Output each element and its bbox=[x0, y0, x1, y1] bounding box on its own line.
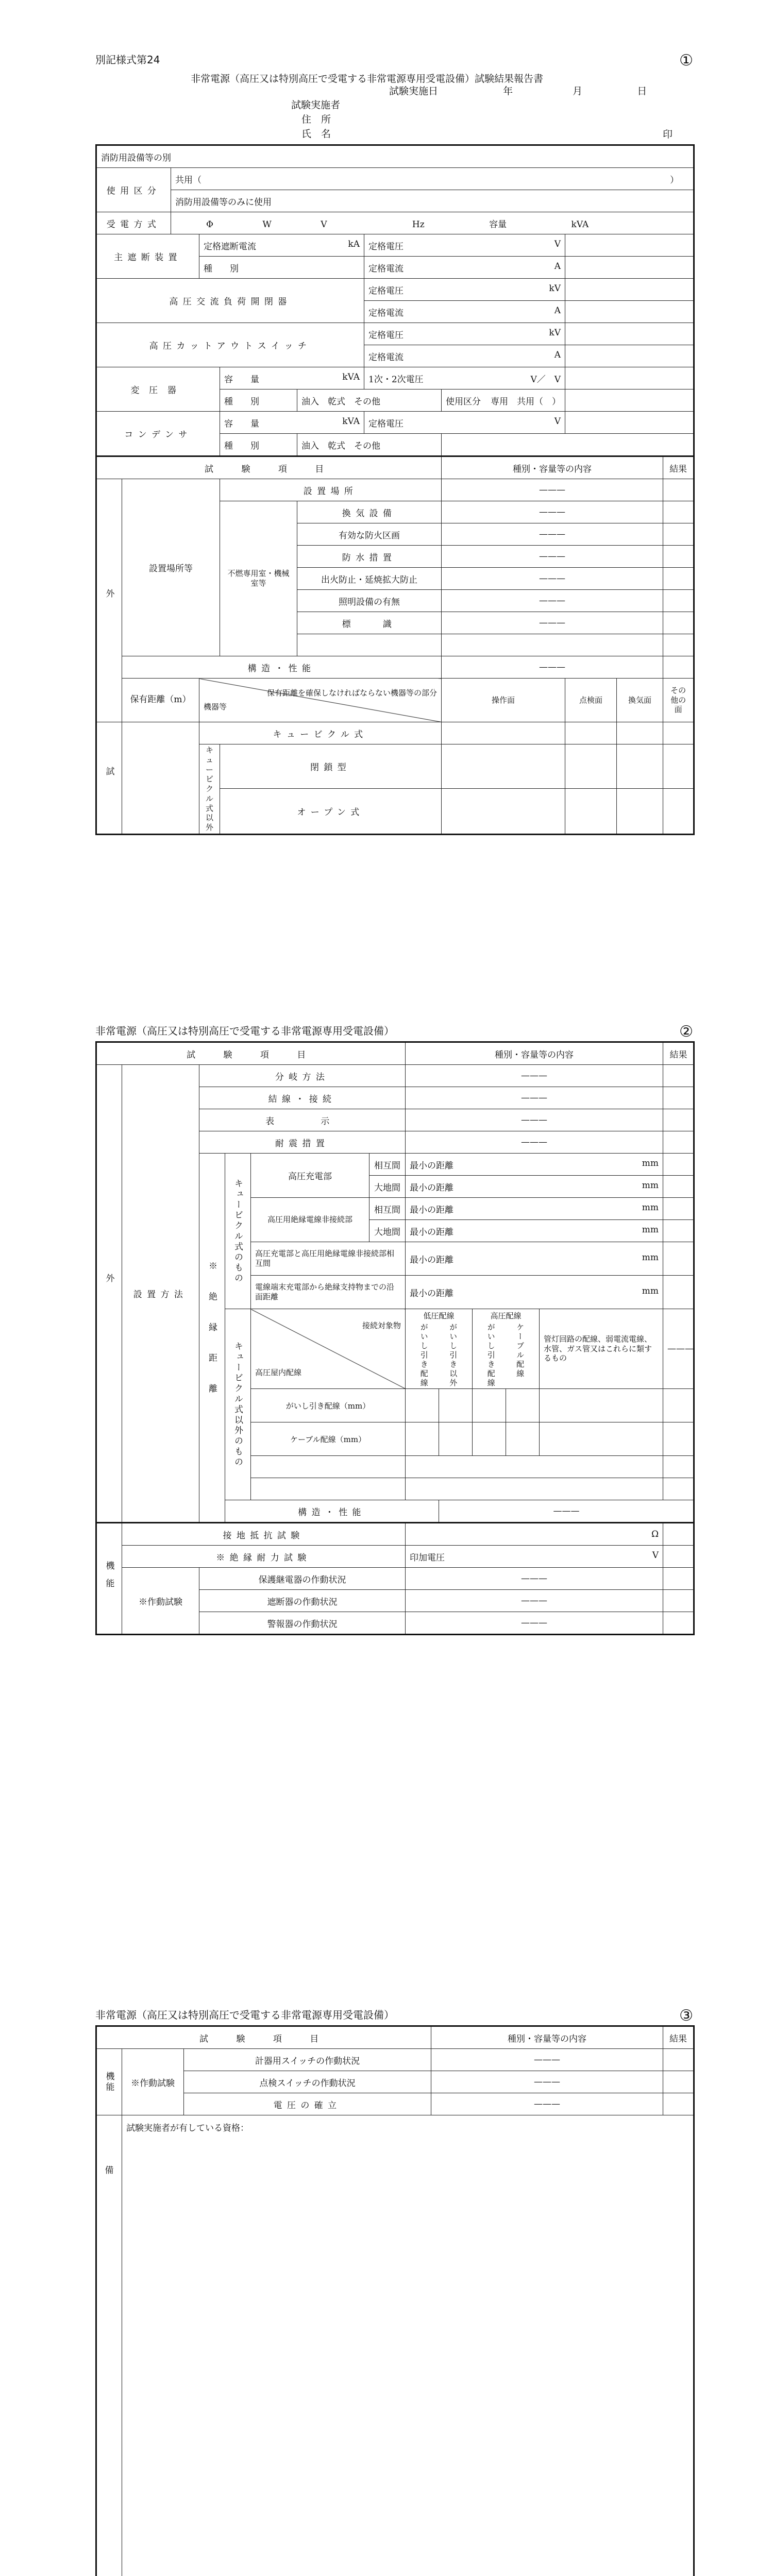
tf-use-class: 使用区分 専用 共用（ ） bbox=[442, 389, 565, 412]
month-label: 月 bbox=[573, 86, 583, 97]
struct-label: 構造・性能 bbox=[225, 1500, 439, 1523]
result-cell[interactable] bbox=[663, 1523, 694, 1546]
distance-diag-header: 保有距離を確保しなければならない機器等の部分 機器等 bbox=[199, 679, 442, 722]
applied-voltage: 印加電圧 V bbox=[406, 1546, 663, 1568]
noncubicle-items-label: キュービクル式以外のもの bbox=[225, 1309, 251, 1500]
input-cell[interactable] bbox=[439, 1389, 473, 1422]
result-cell[interactable] bbox=[663, 1242, 694, 1276]
dash: ——— bbox=[442, 590, 663, 612]
check-face: 点検面 bbox=[565, 679, 617, 722]
voltage-label: 電圧の確立 bbox=[184, 2093, 431, 2115]
result-cell[interactable] bbox=[663, 1568, 694, 1590]
branch-label: 分岐方法 bbox=[199, 1065, 406, 1087]
hv-cable-label: 高圧用絶縁電線非接続部 bbox=[251, 1198, 369, 1242]
ventilation-label: 換気設備 bbox=[297, 501, 442, 523]
to-ground: 大地間 bbox=[369, 1176, 406, 1198]
input-cell[interactable] bbox=[540, 1389, 663, 1422]
pipe-note: 管灯回路の配線、弱電流電線、水管、ガス管又はこれらに類するもの bbox=[540, 1309, 663, 1389]
dash: ——— bbox=[439, 1500, 694, 1523]
blank bbox=[565, 257, 694, 279]
input-cell[interactable] bbox=[663, 789, 694, 834]
dash: ——— bbox=[442, 501, 663, 523]
between-phases: 相互間 bbox=[369, 1198, 406, 1220]
address-label: 住 所 bbox=[301, 114, 331, 125]
condenser-label: コンデンサ bbox=[96, 412, 220, 456]
blank bbox=[297, 634, 442, 656]
usage-shared: 共用（ ） bbox=[171, 168, 694, 190]
cubicle-items-label: キュービクル式のもの bbox=[225, 1154, 251, 1309]
main-breaker-label: 主遮断装置 bbox=[96, 234, 199, 279]
dash: ——— bbox=[406, 1612, 663, 1635]
input-cell[interactable] bbox=[663, 722, 694, 744]
result-cell[interactable] bbox=[663, 479, 694, 501]
tester-label: 試験実施者 bbox=[291, 99, 341, 111]
min-dist: 最小の距離 mm bbox=[406, 1154, 663, 1176]
cd-kind: 種 別 bbox=[220, 434, 297, 456]
enclosed-label: 閉鎖型 bbox=[220, 744, 442, 789]
transformer-label: 変圧器 bbox=[96, 367, 220, 412]
input-cell[interactable] bbox=[442, 744, 565, 789]
dash: ——— bbox=[442, 523, 663, 546]
page-2-title: 非常電源（高圧又は特別高圧で受電する非常電源専用受電設備） bbox=[95, 1025, 394, 1037]
test-item-header: 試 験 項 目 bbox=[96, 456, 442, 479]
min-dist: 最小の距離 mm bbox=[406, 1242, 663, 1276]
input-cell[interactable] bbox=[540, 1422, 663, 1456]
min-dist: 最小の距離 mm bbox=[406, 1220, 663, 1242]
install-place-label: 設置場所等 bbox=[122, 479, 220, 656]
cable-support-label: 電線端末充電部から絶縁支持物までの沿面距離 bbox=[251, 1276, 406, 1309]
result-cell[interactable] bbox=[663, 2071, 694, 2093]
page-number: ② bbox=[679, 1023, 693, 1041]
vent-face: 換気面 bbox=[617, 679, 663, 722]
hv-live-label: 高圧充電部 bbox=[251, 1154, 369, 1198]
between-phases: 相互間 bbox=[369, 1154, 406, 1176]
result-cell[interactable] bbox=[663, 1276, 694, 1309]
insul-label: ※絶縁耐力試験 bbox=[122, 1546, 406, 1568]
input-cell[interactable] bbox=[565, 722, 617, 744]
test-date-row bbox=[389, 83, 647, 97]
connect-diag-header: 接続対象物 高圧屋内配線 bbox=[251, 1309, 406, 1389]
kind-cap-header: 種別・容量等の内容 bbox=[442, 456, 663, 479]
report-title: 非常電源（高圧又は特別高圧で受電する非常電源専用受電設備）試験結果報告書 bbox=[191, 73, 544, 84]
dash: ——— bbox=[406, 1065, 663, 1087]
dash: ——— bbox=[406, 1087, 663, 1109]
meter-switch-label: 計器用スイッチの作動状況 bbox=[184, 2049, 431, 2071]
dash: ——— bbox=[406, 1109, 663, 1131]
blank bbox=[565, 323, 694, 345]
blank bbox=[565, 301, 694, 323]
func-test-label: 機能 bbox=[96, 1523, 122, 1635]
input-cell[interactable] bbox=[663, 744, 694, 789]
cable-row-label: ケーブル配線（mm） bbox=[251, 1422, 406, 1456]
result-cell[interactable] bbox=[663, 1154, 694, 1176]
lighting-label: 照明設備の有無 bbox=[297, 590, 442, 612]
min-dist: 最小の距離 mm bbox=[406, 1276, 663, 1309]
result-cell[interactable] bbox=[663, 1590, 694, 1612]
earth-label: 接地抵抗試験 bbox=[122, 1523, 406, 1546]
quake-label: 耐震措置 bbox=[199, 1131, 406, 1154]
rated-cut-current: 定格遮断電流 kA bbox=[199, 234, 364, 257]
op-face: 操作面 bbox=[442, 679, 565, 722]
result-cell[interactable] bbox=[663, 1065, 694, 1087]
usage-label: 使用区分 bbox=[96, 168, 171, 212]
result-cell[interactable] bbox=[663, 656, 694, 679]
check-switch-label: 点検スイッチの作動状況 bbox=[184, 2071, 431, 2093]
input-cell[interactable] bbox=[473, 1422, 506, 1456]
min-dist: 最小の距離 mm bbox=[406, 1176, 663, 1198]
blank bbox=[663, 1456, 694, 1478]
input-cell[interactable] bbox=[617, 789, 663, 834]
other-face: その他の面 bbox=[663, 679, 694, 722]
page-3-title: 非常電源（高圧又は特別高圧で受電する非常電源専用受電設備） bbox=[95, 2009, 394, 2021]
blank bbox=[251, 1478, 406, 1500]
load-switch-label: 高圧交流負荷開閉器 bbox=[96, 279, 364, 323]
input-cell[interactable] bbox=[565, 789, 617, 834]
lv-wiring-group: 低圧配線 がいし引き配線 がいし引き以外 bbox=[406, 1309, 473, 1389]
result-cell[interactable] bbox=[663, 1131, 694, 1154]
fire-equipment-row: 消防用設備等の別 bbox=[96, 145, 694, 168]
location-label: 設置場所 bbox=[220, 479, 442, 501]
result-cell[interactable] bbox=[663, 546, 694, 568]
tf-kind-opts: 油入 乾式 その他 bbox=[297, 389, 442, 412]
blank bbox=[663, 634, 694, 656]
receive-values: Φ W V Hz 容量 kVA bbox=[171, 212, 694, 234]
result-cell[interactable] bbox=[663, 1612, 694, 1635]
cd-voltage: 定格電圧 V bbox=[364, 412, 565, 434]
flood-label: 防水措置 bbox=[297, 546, 442, 568]
blank bbox=[565, 279, 694, 301]
open-label: オープン式 bbox=[220, 789, 442, 834]
remarks-label: 備 bbox=[96, 2115, 122, 2576]
form-table-1 bbox=[95, 144, 695, 835]
result-header: 結果 bbox=[663, 2026, 694, 2049]
install-method-label: 設置方法 bbox=[122, 1065, 199, 1523]
dash: ——— bbox=[442, 479, 663, 501]
page-number: ③ bbox=[679, 2007, 693, 2025]
result-cell[interactable] bbox=[663, 2093, 694, 2115]
page-2 bbox=[95, 1023, 694, 1630]
to-ground: 大地間 bbox=[369, 1220, 406, 1242]
result-cell[interactable] bbox=[663, 501, 694, 523]
sign-label: 標 識 bbox=[297, 612, 442, 634]
rated-voltage: 定格電圧 V bbox=[364, 234, 565, 257]
blank bbox=[565, 412, 694, 434]
rated-voltage: 定格電圧 kV bbox=[364, 279, 565, 301]
receive-label: 受電方式 bbox=[96, 212, 171, 234]
seal-mark: 印 bbox=[662, 129, 673, 140]
nonflame-room-label: 不燃専用室・機械室等 bbox=[220, 501, 297, 656]
page-3 bbox=[95, 2007, 693, 2176]
tf-kind: 種 別 bbox=[220, 389, 297, 412]
name-label: 氏 名 bbox=[301, 128, 331, 140]
result-cell[interactable] bbox=[663, 1087, 694, 1109]
page-1 bbox=[95, 52, 693, 832]
result-dash: ——— bbox=[663, 1309, 694, 1389]
result-cell[interactable] bbox=[663, 612, 694, 634]
input-cell[interactable] bbox=[617, 722, 663, 744]
insulation-label: ※絶縁距離 bbox=[199, 1154, 225, 1523]
result-cell[interactable] bbox=[663, 1176, 694, 1198]
op-test-label: ※作動試験 bbox=[122, 1568, 199, 1635]
tester-block bbox=[291, 98, 340, 141]
exit-label: 出火防止・延焼拡大防止 bbox=[297, 568, 442, 590]
distance-label: 保有距離（m） bbox=[122, 679, 199, 722]
blank bbox=[251, 1456, 406, 1478]
tf-voltages: 1次・2次電圧 V／ V bbox=[364, 367, 565, 389]
fire-zone-label: 有効な防火区画 bbox=[297, 523, 442, 546]
dash: ——— bbox=[442, 656, 663, 679]
dash: ——— bbox=[431, 2093, 663, 2115]
result-header: 結果 bbox=[663, 1042, 694, 1065]
input-cell[interactable] bbox=[442, 789, 565, 834]
year-label: 年 bbox=[503, 86, 513, 97]
display-label: 表 示 bbox=[199, 1109, 406, 1131]
dash: ——— bbox=[442, 568, 663, 590]
outer-view-label: 外 bbox=[96, 1065, 122, 1523]
input-cell[interactable] bbox=[406, 1422, 439, 1456]
rated-voltage: 定格電圧 kV bbox=[364, 323, 565, 345]
op-test-label: ※作動試験 bbox=[122, 2049, 184, 2115]
kind-cap-header: 種別・容量等の内容 bbox=[406, 1042, 663, 1065]
dash: ——— bbox=[442, 546, 663, 568]
dash: ——— bbox=[406, 1131, 663, 1154]
test-item-header: 試 験 項 目 bbox=[96, 1042, 406, 1065]
test-date-label: 試験実施日 bbox=[389, 86, 439, 97]
blank bbox=[406, 1456, 663, 1478]
input-cell[interactable] bbox=[506, 1389, 540, 1422]
input-cell[interactable] bbox=[439, 1422, 473, 1456]
hv-wiring-group: 高圧配線 がいし引き配線 ケーブル配線 bbox=[473, 1309, 540, 1389]
dash: ——— bbox=[442, 612, 663, 634]
cubicle-label: キュービクル式 bbox=[199, 722, 442, 744]
input-cell[interactable] bbox=[663, 1422, 694, 1456]
result-cell[interactable] bbox=[663, 568, 694, 590]
test-item-header: 試 験 項 目 bbox=[96, 2026, 431, 2049]
outer-view-label: 外 bbox=[96, 479, 122, 722]
min-dist: 最小の距離 mm bbox=[406, 1198, 663, 1220]
hv-to-cable-label: 高圧充電部と高圧用絶縁電線非接続部相互間 bbox=[251, 1242, 406, 1276]
input-cell[interactable] bbox=[663, 1389, 694, 1422]
exam-label: 試 bbox=[96, 722, 122, 835]
breaker-kind: 種 別 bbox=[199, 257, 364, 279]
wiring-label: 結線・接続 bbox=[199, 1087, 406, 1109]
noncubicle-label: キュービクル式以外 bbox=[199, 744, 220, 835]
result-cell[interactable] bbox=[663, 523, 694, 546]
blank bbox=[565, 367, 694, 389]
result-cell[interactable] bbox=[663, 2049, 694, 2071]
blank bbox=[122, 722, 199, 835]
rated-current: 定格電流 A bbox=[364, 345, 565, 367]
input-cell[interactable] bbox=[565, 744, 617, 789]
cd-kind-opts: 油入 乾式 その他 bbox=[297, 434, 442, 456]
dash: ——— bbox=[431, 2071, 663, 2093]
alarm-label: 警報器の作動状況 bbox=[199, 1612, 406, 1635]
kind-cap-header: 種別・容量等の内容 bbox=[431, 2026, 663, 2049]
blank bbox=[442, 434, 694, 456]
func-test-label: 機能 bbox=[96, 2049, 122, 2115]
blank bbox=[442, 634, 663, 656]
blank bbox=[663, 1478, 694, 1500]
struct-label: 構造・性能 bbox=[122, 656, 442, 679]
day-label: 日 bbox=[637, 86, 647, 97]
result-cell[interactable] bbox=[663, 1109, 694, 1131]
form-table-3 bbox=[95, 2025, 695, 2576]
input-cell[interactable] bbox=[617, 744, 663, 789]
input-cell[interactable] bbox=[442, 722, 565, 744]
blank bbox=[565, 345, 694, 367]
page-number: ① bbox=[679, 52, 693, 70]
input-cell[interactable] bbox=[506, 1422, 540, 1456]
rated-current: 定格電流 A bbox=[364, 257, 565, 279]
breaker-label: 遮断器の作動状況 bbox=[199, 1590, 406, 1612]
result-header: 結果 bbox=[663, 456, 694, 479]
tf-capacity: 容 量 kVA bbox=[220, 367, 364, 389]
dash: ——— bbox=[406, 1568, 663, 1590]
result-cell[interactable] bbox=[663, 1220, 694, 1242]
form-id: 別記様式第24 bbox=[95, 54, 160, 66]
input-cell[interactable] bbox=[406, 1389, 439, 1422]
result-cell[interactable] bbox=[663, 1198, 694, 1220]
cd-capacity: 容 量 kVA bbox=[220, 412, 364, 434]
blank bbox=[565, 389, 694, 412]
earth-unit: Ω bbox=[406, 1523, 663, 1546]
result-cell[interactable] bbox=[663, 590, 694, 612]
usage-fire-only: 消防用設備等のみに使用 bbox=[171, 190, 694, 212]
remarks-area[interactable]: 試験実施者が有している資格： bbox=[122, 2115, 694, 2576]
rated-current: 定格電流 A bbox=[364, 301, 565, 323]
form-table-2 bbox=[95, 1041, 695, 1635]
dash: ——— bbox=[406, 1590, 663, 1612]
input-cell[interactable] bbox=[473, 1389, 506, 1422]
dash: ——— bbox=[431, 2049, 663, 2071]
blank bbox=[565, 234, 694, 257]
sag-row-label: がいし引き配線（mm） bbox=[251, 1389, 406, 1422]
relay-label: 保護継電器の作動状況 bbox=[199, 1568, 406, 1590]
blank bbox=[406, 1478, 663, 1500]
result-cell[interactable] bbox=[663, 1546, 694, 1568]
cutout-switch-label: 高圧カットアウトスイッチ bbox=[96, 323, 364, 367]
